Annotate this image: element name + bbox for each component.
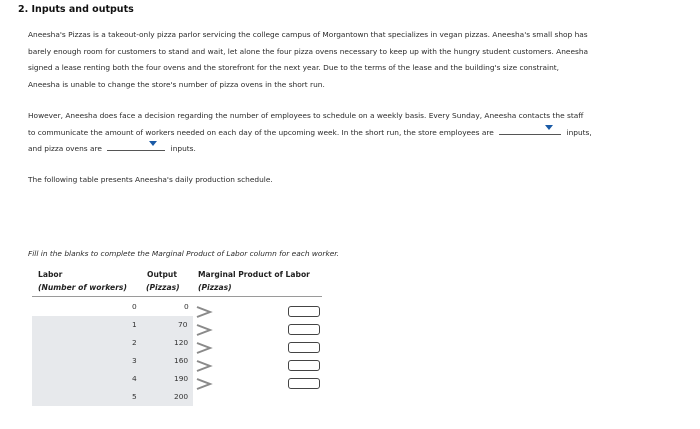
paragraph-line: Aneesha is unable to change the store's number of pizza ovens in the short run. xyxy=(28,79,325,89)
paragraph-line: However, Aneesha does face a decision regarding the number of employees to schedule on a weekly basis. Every Sunday, Aneesha contacts the staff xyxy=(28,111,584,120)
mpl-input-worker-5[interactable] xyxy=(288,378,320,389)
paragraph-line: barely enough room for customers to stand and wait, let alone the four pizza ovens necessary to keep up with the hungry student customers. Aneesha xyxy=(28,46,589,56)
paragraph-line xyxy=(28,125,592,142)
ovens-input-type-dropdown[interactable] xyxy=(107,141,165,151)
chevron-right-icon xyxy=(195,324,213,336)
output-cell: 190 xyxy=(174,374,189,383)
labor-header: Labor xyxy=(38,270,63,279)
table-row xyxy=(32,334,193,352)
mpl-input-worker-2[interactable] xyxy=(288,324,320,335)
labor-cell: 3 xyxy=(132,356,137,365)
mpl-input-worker-4[interactable] xyxy=(288,360,320,371)
employees-input-type-dropdown[interactable] xyxy=(499,125,561,135)
decision-paragraph xyxy=(28,108,592,158)
labor-cell: 2 xyxy=(132,338,137,347)
section-title: 2. Inputs and outputs xyxy=(18,4,134,15)
chevron-right-icon xyxy=(195,360,213,372)
output-subheader: (Pizzas) xyxy=(146,283,180,292)
sentence-fragment: inputs, xyxy=(566,127,592,137)
paragraph-line: signed a lease renting both the four ovens and the storefront for the next year. Due to the terms of the lease and the building's size constraint, xyxy=(28,63,560,72)
table-row xyxy=(32,352,193,370)
output-cell: 160 xyxy=(174,356,189,365)
labor-cell: 0 xyxy=(132,302,137,311)
output-cell: 200 xyxy=(174,392,189,401)
triangle-down-icon xyxy=(545,125,553,130)
mpl-input-worker-3[interactable] xyxy=(288,342,320,353)
chevron-right-icon xyxy=(195,378,213,390)
table-intro-text: The following table presents Aneesha's daily production schedule. xyxy=(28,175,273,184)
mpl-header: Marginal Product of Labor xyxy=(198,270,310,279)
chevron-right-icon xyxy=(195,342,213,354)
table-row xyxy=(32,316,193,334)
triangle-down-icon xyxy=(149,141,157,146)
table-row xyxy=(32,370,193,388)
sentence-fragment: inputs. xyxy=(170,144,196,153)
header-divider xyxy=(32,296,322,297)
table-row xyxy=(32,388,193,406)
output-cell: 120 xyxy=(174,338,189,347)
table-row xyxy=(32,298,193,316)
labor-cell: 5 xyxy=(132,392,137,401)
mpl-subheader: (Pizzas) xyxy=(198,283,232,292)
labor-cell: 4 xyxy=(132,374,137,383)
output-cell: 70 xyxy=(178,320,188,329)
chevron-right-icon xyxy=(195,306,213,318)
labor-cell: 1 xyxy=(132,320,137,329)
intro-paragraph xyxy=(28,27,588,93)
instruction-text: Fill in the blanks to complete the Marginal Product of Labor column for each worker. xyxy=(28,249,339,258)
output-header: Output xyxy=(147,270,177,279)
output-cell: 0 xyxy=(184,302,189,311)
mpl-input-worker-1[interactable] xyxy=(288,306,320,317)
sentence-fragment: and pizza ovens are xyxy=(28,144,102,153)
paragraph-line xyxy=(28,141,592,158)
labor-subheader: (Number of workers) xyxy=(38,283,127,292)
paragraph-line: Aneesha's Pizzas is a takeout-only pizza parlor servicing the college campus of Morgantown that specializes in vegan pizzas. Aneesha's small shop has xyxy=(28,30,588,39)
sentence-fragment: to communicate the amount of workers needed on each day of the upcoming week. In the short run, the store employees are xyxy=(28,127,494,137)
